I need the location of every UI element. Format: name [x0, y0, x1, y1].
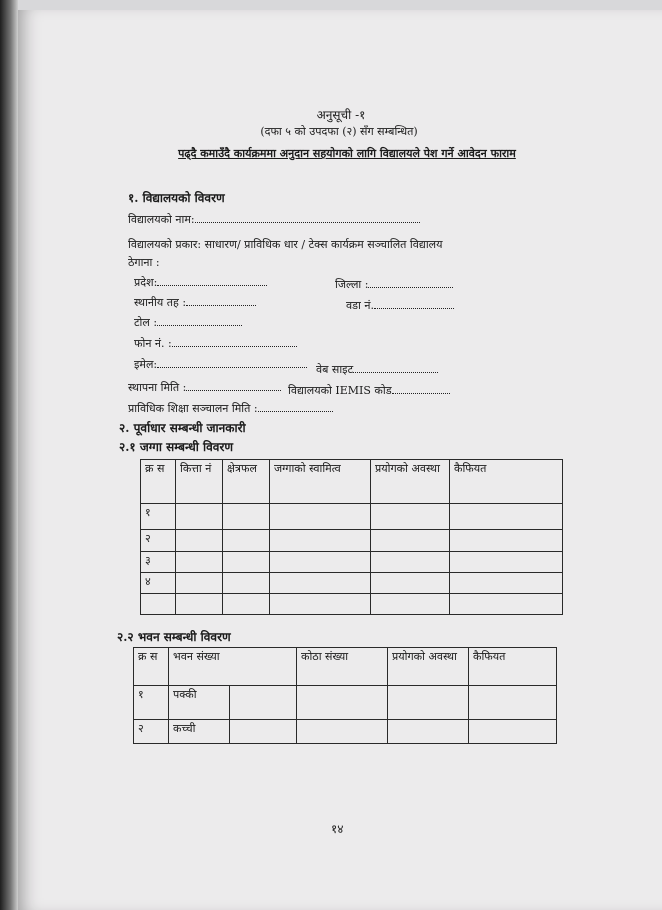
district-label — [335, 277, 453, 292]
tole-fill-line — [157, 315, 242, 326]
row-number: ४ — [141, 573, 176, 594]
school-type-line: विद्यालयको प्रकार: साधारण/ प्राविधिक धार / टेक्स कार्यक्रम सञ्चालित विद्यालय — [128, 238, 443, 251]
established-label — [128, 380, 281, 395]
phone-fill-line — [172, 336, 297, 347]
row-number: १ — [134, 686, 169, 720]
local-level-label — [134, 295, 256, 310]
email-fill-line — [157, 357, 307, 368]
established-text: स्थापना मिति : — [128, 381, 187, 394]
province-fill-line — [157, 275, 267, 286]
land-details-table — [140, 459, 563, 615]
header-cell: क्षेत्रफल — [223, 460, 270, 504]
section2-heading: २. पूर्वाधार सम्बन्धी जानकारी — [119, 421, 246, 435]
building-table-header-row — [134, 648, 557, 686]
iemis-text: विद्यालयको IEMIS कोड — [288, 384, 392, 397]
annex-label: अनुसूची -१ — [316, 108, 366, 122]
land-table-header-row — [141, 460, 563, 504]
website-label — [316, 362, 438, 377]
reference-line: (दफा ५ को उपदफा (२) सँग सम्बन्धित) — [260, 125, 418, 138]
school-name-text: विद्यालयको नाम: — [128, 213, 195, 226]
tech-start-text: प्राविधिक शिक्षा सञ्चालन मिति : — [128, 402, 258, 415]
top-margin-strip — [18, 0, 662, 10]
website-fill-line — [353, 362, 438, 373]
header-cell: कोठा संख्या — [297, 648, 388, 686]
ward-fill-line — [374, 298, 454, 309]
building-type: पक्की — [169, 686, 230, 720]
ward-text: वडा नं. — [346, 299, 374, 312]
tech-start-fill-line — [258, 401, 333, 412]
table-row — [141, 552, 563, 573]
school-name-fill-line — [195, 212, 420, 223]
header-cell: प्रयोगको अवस्था — [371, 460, 450, 504]
address-label: ठेगाना : — [128, 256, 160, 269]
school-name-label — [128, 212, 420, 227]
header-cell: क्र स — [134, 648, 169, 686]
established-fill-line — [186, 380, 281, 391]
ward-label — [346, 298, 454, 313]
page-number: १४ — [331, 822, 344, 836]
table-row — [141, 573, 563, 594]
header-cell: क्र स — [141, 460, 176, 504]
email-text: इमेल: — [134, 358, 158, 371]
header-cell: कित्ता नं — [176, 460, 223, 504]
row-number: २ — [141, 530, 176, 552]
phone-text: फोन नं. : — [134, 337, 172, 350]
province-label — [134, 275, 267, 290]
iemis-label — [288, 383, 450, 398]
row-number: १ — [141, 504, 176, 530]
row-number — [141, 594, 176, 615]
header-cell: प्रयोगको अवस्था — [388, 648, 469, 686]
iemis-fill-line — [392, 383, 450, 394]
table-row — [134, 720, 557, 744]
table-row — [141, 530, 563, 552]
email-label — [134, 357, 307, 372]
tole-text: टोल : — [134, 316, 158, 329]
header-cell: जग्गाको स्वामित्व — [270, 460, 371, 504]
header-cell: कैफियत — [450, 460, 563, 504]
table-row — [141, 594, 563, 615]
building-heading: २.२ भवन सम्बन्धी विवरण — [117, 630, 231, 644]
header-cell: कैफियत — [469, 648, 557, 686]
row-number: ३ — [141, 552, 176, 573]
table-row — [141, 504, 563, 530]
district-fill-line — [368, 277, 453, 288]
local-level-text: स्थानीय तह : — [134, 296, 187, 309]
district-text: जिल्ला : — [335, 278, 369, 291]
tole-label — [134, 315, 242, 330]
land-heading: २.१ जग्गा सम्बन्धी विवरण — [119, 440, 234, 454]
province-text: प्रदेश: — [134, 276, 158, 289]
local-level-fill-line — [186, 295, 256, 306]
phone-label — [134, 336, 297, 351]
building-details-table — [133, 647, 557, 744]
website-text: वेब साइट — [316, 363, 354, 376]
table-row — [134, 686, 557, 720]
tech-start-label — [128, 401, 333, 416]
section1-heading: १. विद्यालयको विवरण — [128, 191, 225, 205]
building-type: कच्ची — [169, 720, 230, 744]
row-number: २ — [134, 720, 169, 744]
form-title: पढ्दै कमाउँदै कार्यक्रममा अनुदान सहयोगको लागि विद्यालयले पेश गर्ने आवेदन फाराम — [178, 147, 516, 160]
header-cell: भवन संख्या — [169, 648, 297, 686]
